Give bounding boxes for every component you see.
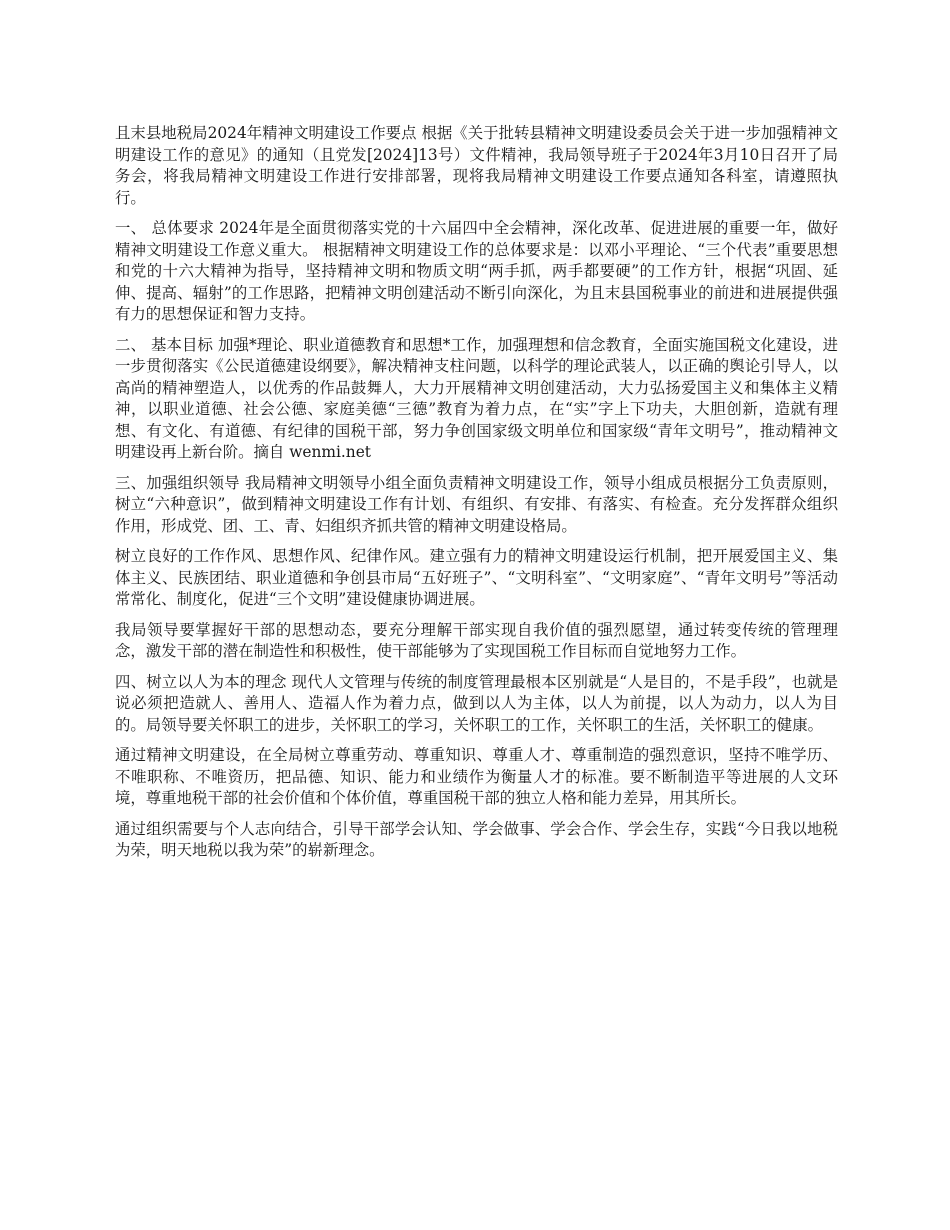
paragraph-work-style: 树立良好的工作作风、思想作风、纪律作风。建立强有力的精神文明建设运行机制，把开展爱国主义、集体主义、民族团结、职业道德和争创县市局“五好班子”、“文明科室”、“文明家庭”、“青年文明号”等活动常常化、制度化，促进“三个文明”建设健康协调进展。: [115, 547, 838, 608]
paragraph-organizational-leadership: 三、加强组织领导 我局精神文明领导小组全面负责精神文明建设工作，领导小组成员根据分工负责原则，树立“六种意识”，做到精神文明建设工作有计划、有组织、有安排、有落实、有检查。充分发挥群众组织作用，形成党、团、工、青、妇组织齐抓共管的精神文明建设格局。: [115, 473, 838, 535]
paragraph-intro: 且末县地税局2024年精神文明建设工作要点 根据《关于批转县精神文明建设委员会关于进一步加强精神文明建设工作的意见》的通知（且党发[2024]13号）文件精神，我局领导班子于2024年3月10日召开了局务会，将我局精神文明建设工作进行安排部署，现将我局精神文明建设工作要点通知各科室，请遵照执行。: [115, 124, 838, 207]
paragraph-respect-talent: 通过精神文明建设，在全局树立尊重劳动、尊重知识、尊重人才、尊重制造的强烈意识，坚持不唯学历、不唯职称、不唯资历，把品德、知识、能力和业绩作为衡量人才的标准。要不断制造平等进展的人文环境，尊重地税干部的社会价值和个体价值，尊重国税干部的独立人格和能力差异，用其所长。: [115, 746, 838, 807]
paragraph-people-oriented: 四、树立以人为本的理念 现代人文管理与传统的制度管理最根本区别就是“人是目的，不是手段”，也就是说必须把造就人、善用人、造福人作为着力点，做到以人为主体，以人为前提，以人为动力，以人为目的。局领导要关怀职工的进步，关怀职工的学习，关怀职工的工作，关怀职工的生活，关怀职工的健康。: [115, 672, 838, 734]
paragraph-cadre-thinking: 我局领导要掌握好干部的思想动态，要充分理解干部实现自我价值的强烈愿望，通过转变传统的管理理念，激发干部的潜在制造性和积极性，使干部能够为了实现国税工作目标而自觉地努力工作。: [115, 620, 838, 660]
paragraph-organization-needs: 通过组织需要与个人志向结合，引导干部学会认知、学会做事、学会合作、学会生存，实践“今日我以地税为荣，明天地税以我为荣”的崭新理念。: [115, 819, 838, 859]
paragraph-general-requirements: 一、 总体要求 2024年是全面贯彻落实党的十六届四中全会精神，深化改革、促进进展的重要一年，做好精神文明建设工作意义重大。 根据精神文明建设工作的总体要求是：以邓小平理论、“三个代表”重要思想和党的十六大精神为指导，坚持精神文明和物质文明“两手抓，两手都要硬”的工作方针，根据“巩固、延伸、提高、辐射”的工作思路，把精神文明创建活动不断引向深化，为且末县国税事业的前进和进展提供强有力的思想保证和智力支持。: [115, 219, 838, 323]
document-body: [115, 123, 838, 871]
paragraph-basic-goals: 二、 基本目标 加强*理论、职业道德教育和思想*工作，加强理想和信念教育，全面实施国税文化建设，进一步贯彻落实《公民道德建设纲要》，解决精神支柱问题，以科学的理论武装人，以正确的舆论引导人，以高尚的精神塑造人，以优秀的作品鼓舞人，大力开展精神文明创建活动，大力弘扬爱国主义和集体主义精神，以职业道德、社会公德、家庭美德“三德”教育为着力点，在“实”字上下功夫，大胆创新，造就有理想、有文化、有道德、有纪律的国税干部，努力争创国家级文明单位和国家级“青年文明号”，推动精神文明建设再上新台阶。摘自 wenmi.net: [115, 335, 838, 461]
